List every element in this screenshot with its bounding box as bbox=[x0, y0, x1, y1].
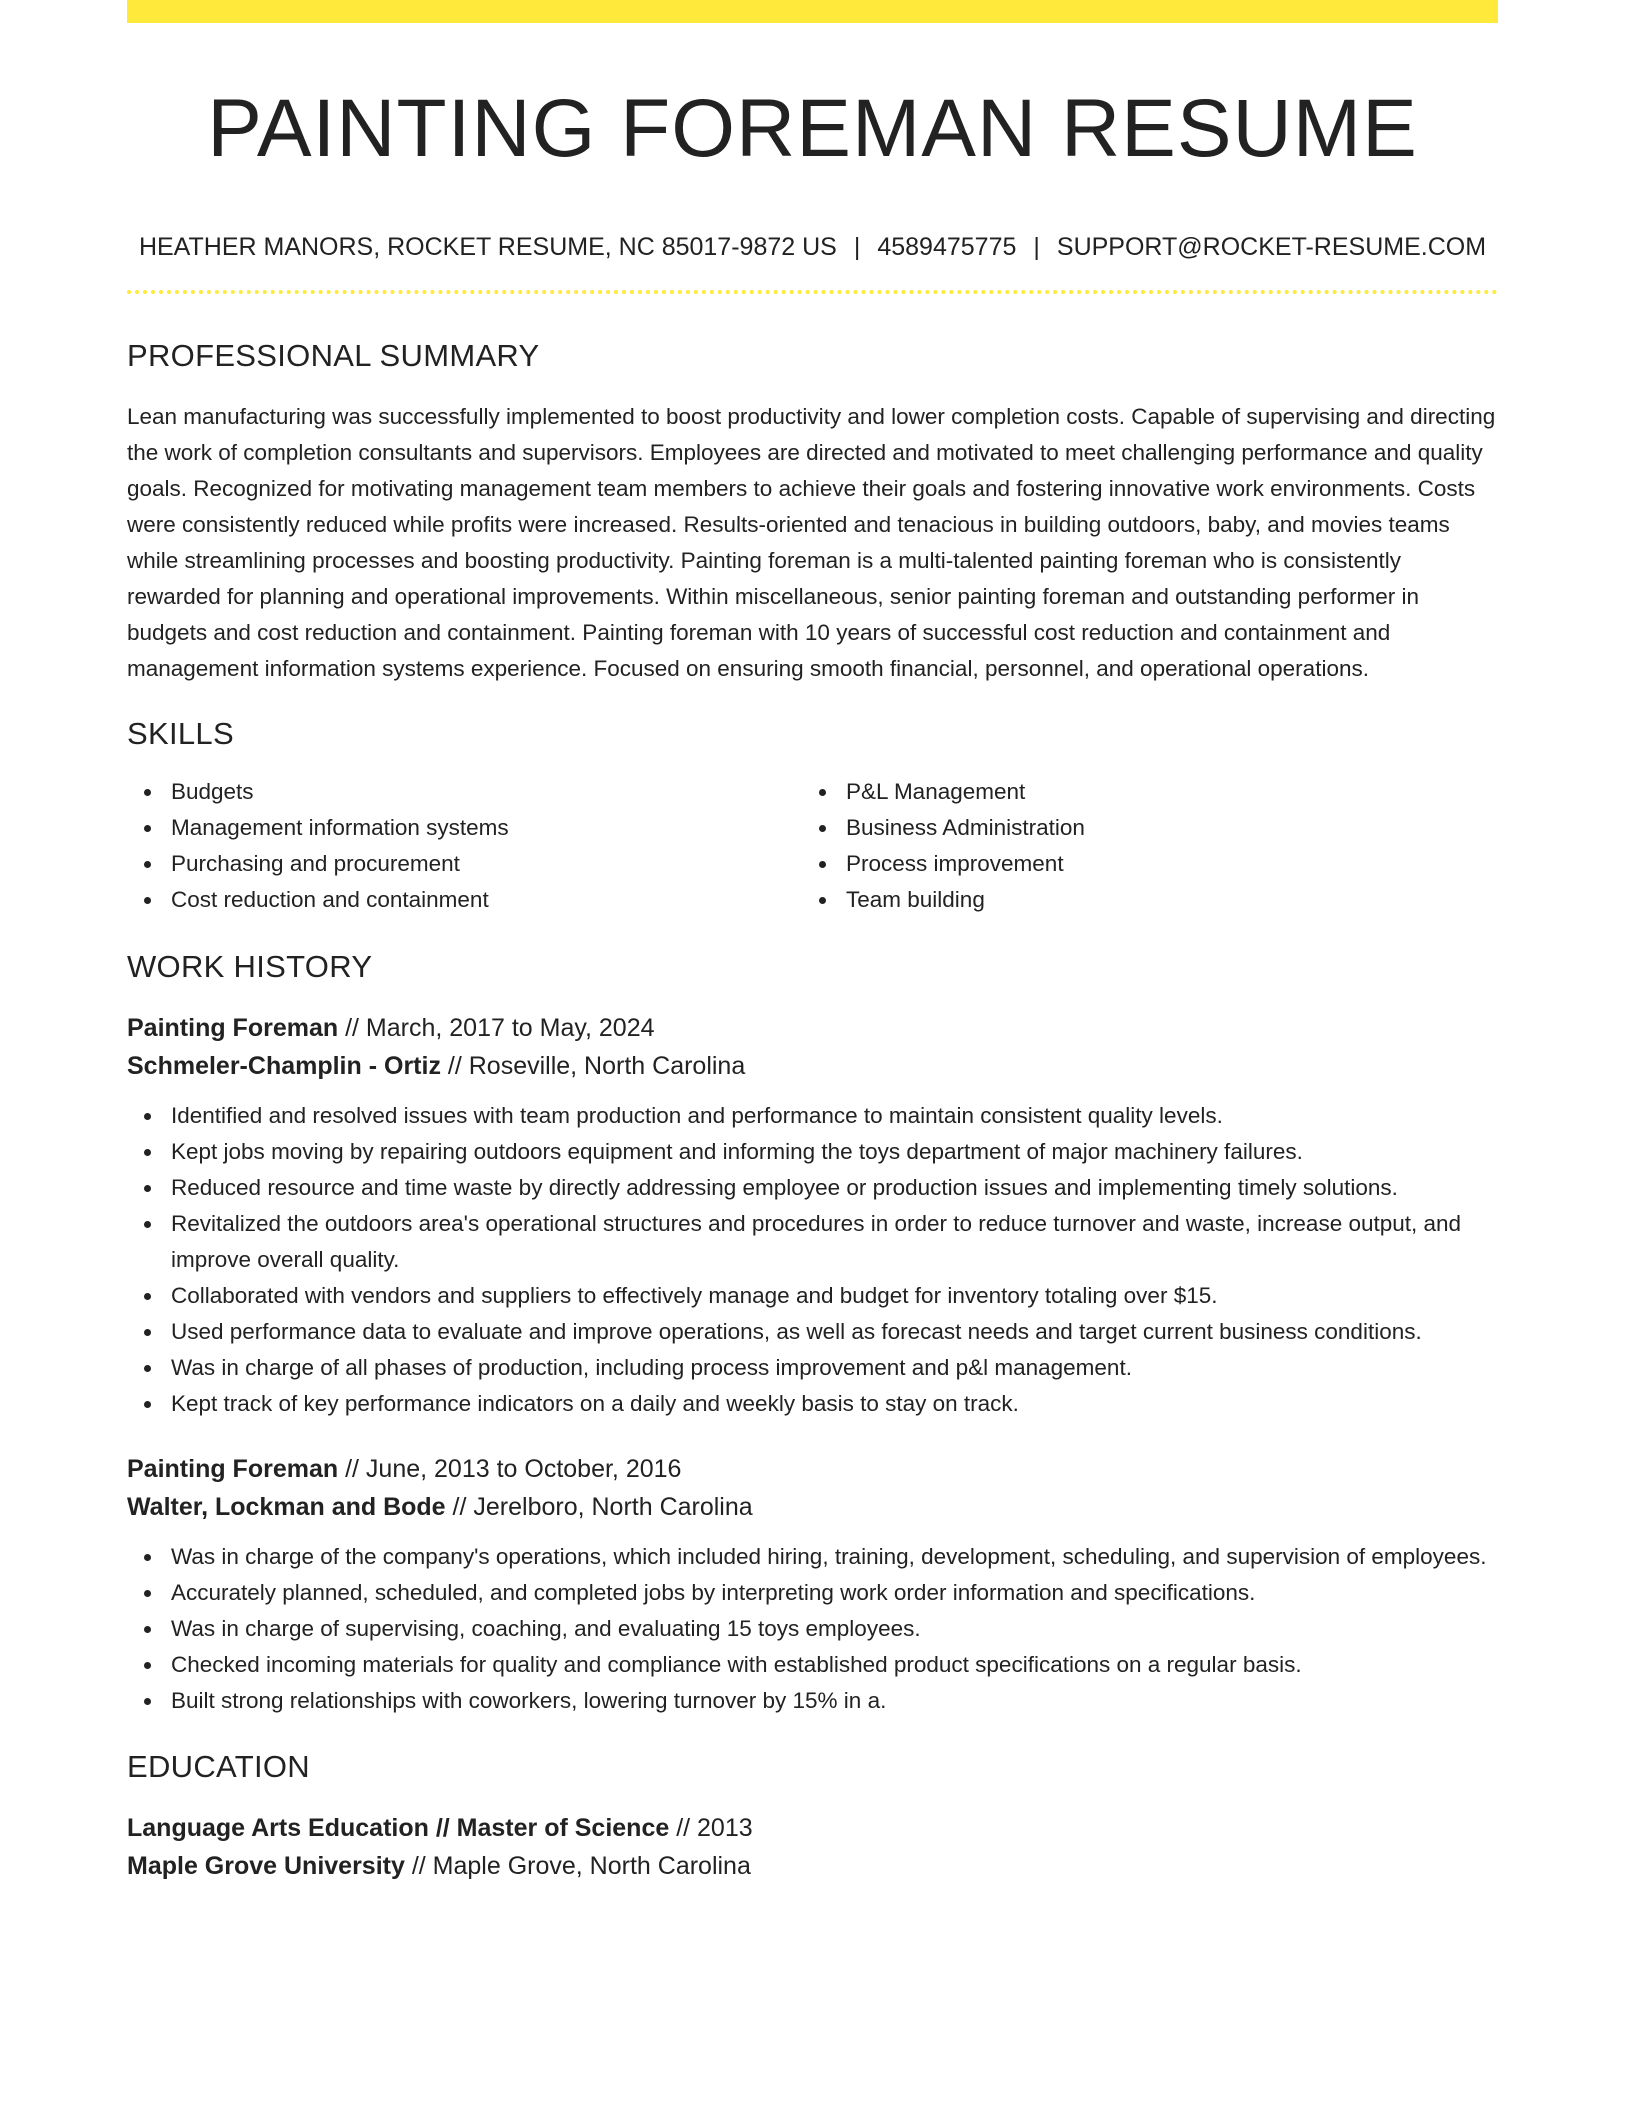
contact-separator: | bbox=[1033, 233, 1040, 261]
summary-text: Lean manufacturing was successfully implemented to boost productivity and lower completion costs. Capable of supervising and directing the work of completion consultants and supervisors. Employees are directed and motivated to meet challenging performance and quality goals. Recognized for motivating management team members to achieve their goals and fostering innovative work environments. Costs were consistently reduced while profits were increased. Results-oriented and tenacious in building outdoors, baby, and movies teams while streamlining processes and boosting productivity. Painting foreman is a multi-talented painting foreman who is consistently rewarded for planning and operational improvements. Within miscellaneous, senior painting foreman and outstanding performer in budgets and cost reduction and containment. Painting foreman with 10 years of successful cost reduction and containment and management information systems experience. Focused on ensuring smooth financial, personnel, and operational operations. bbox=[127, 404, 1496, 681]
job-bullet: Accurately planned, scheduled, and completed jobs by interpreting work order information and specifications. bbox=[127, 1575, 1498, 1611]
education-entry bbox=[127, 1809, 1498, 1885]
job-company: Walter, Lockman and Bode bbox=[127, 1493, 446, 1521]
top-accent-bar bbox=[127, 0, 1498, 23]
job-bullet: Revitalized the outdoors area's operational structures and procedures in order to reduce turnover and waste, increase output, and improve overall quality. bbox=[127, 1206, 1498, 1278]
job-bullet: Used performance data to evaluate and improve operations, as well as forecast needs and target current business conditions. bbox=[127, 1314, 1498, 1350]
education-school-line bbox=[127, 1847, 1498, 1885]
skill-item: Process improvement bbox=[802, 846, 1477, 882]
job-location: // Roseville, North Carolina bbox=[440, 1052, 746, 1080]
skill-item: Business Administration bbox=[802, 810, 1477, 846]
job-bullet: Was in charge of the company's operations, which included hiring, training, development, scheduling, and supervision of employees. bbox=[127, 1539, 1498, 1575]
job-bullet: Was in charge of all phases of production, including process improvement and p&l management. bbox=[127, 1350, 1498, 1386]
education-heading: EDUCATION bbox=[127, 1749, 310, 1784]
work-history-heading: WORK HISTORY bbox=[127, 949, 373, 984]
education-year: // 2013 bbox=[669, 1814, 753, 1842]
education-degree-line bbox=[127, 1809, 1498, 1847]
skill-item: Cost reduction and containment bbox=[127, 882, 802, 918]
job-bullet: Identified and resolved issues with team production and performance to maintain consistent quality levels. bbox=[127, 1098, 1498, 1134]
contact-phone: 4589475775 bbox=[877, 233, 1017, 261]
job-bullet: Built strong relationships with coworkers, lowering turnover by 15% in a. bbox=[127, 1683, 1498, 1719]
job-company: Schmeler-Champlin - Ortiz bbox=[127, 1052, 441, 1080]
job-bullet: Was in charge of supervising, coaching, and evaluating 15 toys employees. bbox=[127, 1611, 1498, 1647]
skills-list bbox=[127, 774, 1498, 918]
education-location: // Maple Grove, North Carolina bbox=[404, 1852, 751, 1880]
resume-title: PAINTING FOREMAN RESUME bbox=[207, 83, 1418, 174]
education-degree: Language Arts Education // Master of Science bbox=[127, 1814, 670, 1842]
contact-email: SUPPORT@ROCKET-RESUME.COM bbox=[1056, 233, 1487, 261]
skill-item: Team building bbox=[802, 882, 1477, 918]
job-bullet: Checked incoming materials for quality and compliance with established product specifications on a regular basis. bbox=[127, 1647, 1498, 1683]
job-bullet: Collaborated with vendors and suppliers to effectively manage and budget for inventory totaling over $15. bbox=[127, 1278, 1498, 1314]
job-bullet: Kept track of key performance indicators on a daily and weekly basis to stay on track. bbox=[127, 1386, 1498, 1422]
summary-heading: PROFESSIONAL SUMMARY bbox=[127, 338, 540, 373]
job-title-line bbox=[127, 1009, 1498, 1047]
job-bullets bbox=[127, 1539, 1498, 1719]
job-entry bbox=[127, 1009, 1498, 1422]
job-bullets bbox=[127, 1098, 1498, 1422]
job-location: // Jerelboro, North Carolina bbox=[445, 1493, 753, 1521]
contact-line bbox=[127, 231, 1498, 263]
job-title: Painting Foreman bbox=[127, 1014, 339, 1042]
job-title-line bbox=[127, 1450, 1498, 1488]
education-school: Maple Grove University bbox=[127, 1852, 405, 1880]
skill-item: P&L Management bbox=[802, 774, 1477, 810]
contact-address: HEATHER MANORS, ROCKET RESUME, NC 85017-9872 US bbox=[138, 233, 837, 261]
job-bullet: Kept jobs moving by repairing outdoors equipment and informing the toys department of major machinery failures. bbox=[127, 1134, 1498, 1170]
job-company-line bbox=[127, 1047, 1498, 1085]
job-bullet: Reduced resource and time waste by directly addressing employee or production issues and implementing timely solutions. bbox=[127, 1170, 1498, 1206]
skills-heading: SKILLS bbox=[127, 716, 234, 751]
skill-item: Budgets bbox=[127, 774, 802, 810]
job-company-line bbox=[127, 1488, 1498, 1526]
job-dates: // March, 2017 to May, 2024 bbox=[338, 1014, 655, 1042]
contact-separator: | bbox=[853, 233, 861, 261]
skill-item: Purchasing and procurement bbox=[127, 846, 802, 882]
skills-column-right bbox=[802, 774, 1477, 918]
job-entry bbox=[127, 1450, 1498, 1719]
skill-item: Management information systems bbox=[127, 810, 802, 846]
resume-page bbox=[127, 0, 1498, 1885]
job-dates: // June, 2013 to October, 2016 bbox=[338, 1455, 682, 1483]
skills-column-left bbox=[127, 774, 802, 918]
job-title: Painting Foreman bbox=[127, 1455, 339, 1483]
dotted-divider bbox=[127, 290, 1498, 294]
